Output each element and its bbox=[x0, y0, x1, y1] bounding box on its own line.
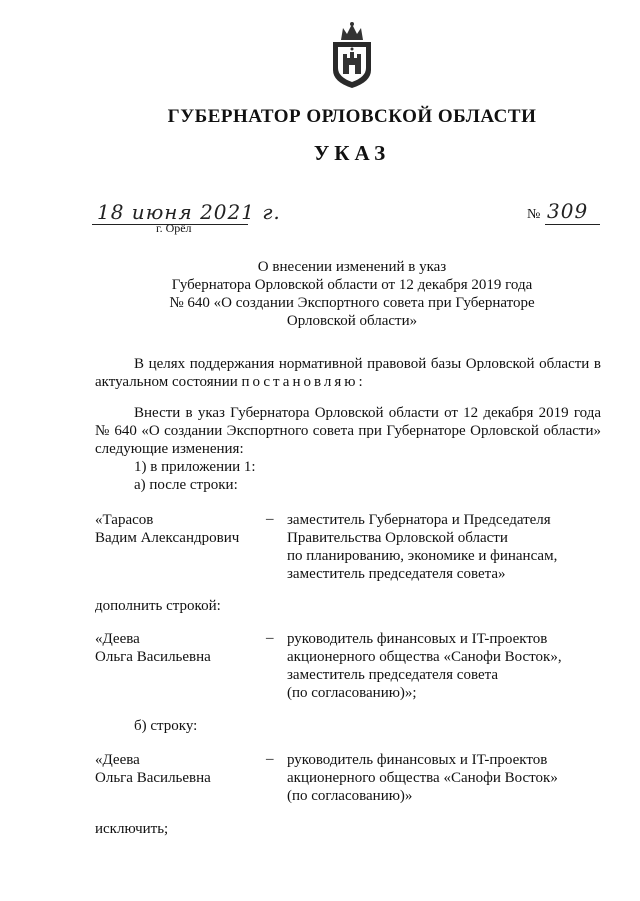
dash-separator: – bbox=[266, 751, 274, 767]
member-position bbox=[287, 630, 607, 702]
document-number: 309 bbox=[547, 199, 589, 223]
position-line: заместитель председателя совета bbox=[287, 667, 499, 683]
position-line: акционерного общества «Санофи Восток», bbox=[287, 649, 562, 665]
item-a: а) после строки: bbox=[134, 477, 238, 493]
member-position bbox=[287, 751, 607, 805]
member-name bbox=[95, 751, 265, 787]
member-given-name: Ольга Васильевна bbox=[95, 649, 211, 665]
position-line: по планированию, экономике и финансам, bbox=[287, 548, 558, 564]
member-given-name: Вадим Александрович bbox=[95, 530, 240, 546]
position-line: руководитель финансовых и IT-проектов bbox=[287, 631, 548, 647]
authority-title: ГУБЕРНАТОР ОРЛОВСКОЙ ОБЛАСТИ bbox=[167, 106, 537, 127]
position-line: Правительства Орловской области bbox=[287, 530, 508, 546]
exclude-line: исключить; bbox=[95, 821, 169, 837]
item-b: б) строку: bbox=[134, 718, 198, 734]
add-line: дополнить строкой: bbox=[95, 598, 221, 614]
member-name bbox=[95, 511, 265, 547]
member-row-tarasov bbox=[95, 511, 605, 591]
position-line: акционерного общества «Санофи Восток» bbox=[287, 770, 558, 786]
member-surname: «Тарасов bbox=[95, 512, 154, 528]
dash-separator: – bbox=[266, 511, 274, 527]
number-prefix: № bbox=[527, 207, 541, 222]
position-line: (по согласованию)»; bbox=[287, 685, 417, 701]
member-given-name: Ольга Васильевна bbox=[95, 770, 211, 786]
member-row-deeva-old bbox=[95, 751, 605, 831]
document-type: УКАЗ bbox=[313, 141, 391, 165]
preamble-paragraph bbox=[95, 355, 601, 391]
document-city: г. Орёл bbox=[156, 221, 192, 235]
subject-line: Орловской области» bbox=[286, 313, 418, 329]
document-subject bbox=[0, 258, 640, 330]
position-line: заместитель председателя совета» bbox=[287, 566, 506, 582]
decree-word: постановляю: bbox=[241, 374, 366, 390]
document-date: 18 июня 2021 г. bbox=[97, 200, 281, 224]
position-line: заместитель Губернатора и Председателя bbox=[287, 512, 551, 528]
member-row-deeva-new bbox=[95, 630, 605, 710]
member-surname: «Деева bbox=[95, 631, 140, 647]
coat-of-arms-icon bbox=[327, 20, 377, 90]
item-1: 1) в приложении 1: bbox=[134, 459, 256, 475]
position-line: (по согласованию)» bbox=[287, 788, 413, 804]
subject-line: № 640 «О создании Экспортного совета при Губернаторе bbox=[169, 295, 535, 311]
member-name bbox=[95, 630, 265, 666]
member-surname: «Деева bbox=[95, 752, 140, 768]
number-underline bbox=[545, 224, 600, 225]
dash-separator: – bbox=[266, 630, 274, 646]
preamble-text: В целях поддержания нормативной правовой базы Орловской области в актуальном состоянии bbox=[95, 356, 601, 390]
position-line: руководитель финансовых и IT-проектов bbox=[287, 752, 548, 768]
subject-line: Губернатора Орловской области от 12 декабря 2019 года bbox=[171, 277, 533, 293]
member-position bbox=[287, 511, 607, 583]
subject-line: О внесении изменений в указ bbox=[257, 259, 447, 275]
intro-paragraph: Внести в указ Губернатора Орловской области от 12 декабря 2019 года № 640 «О создании Экспортного совета при Губернаторе Орловской области» следующие изменения: bbox=[95, 405, 601, 457]
